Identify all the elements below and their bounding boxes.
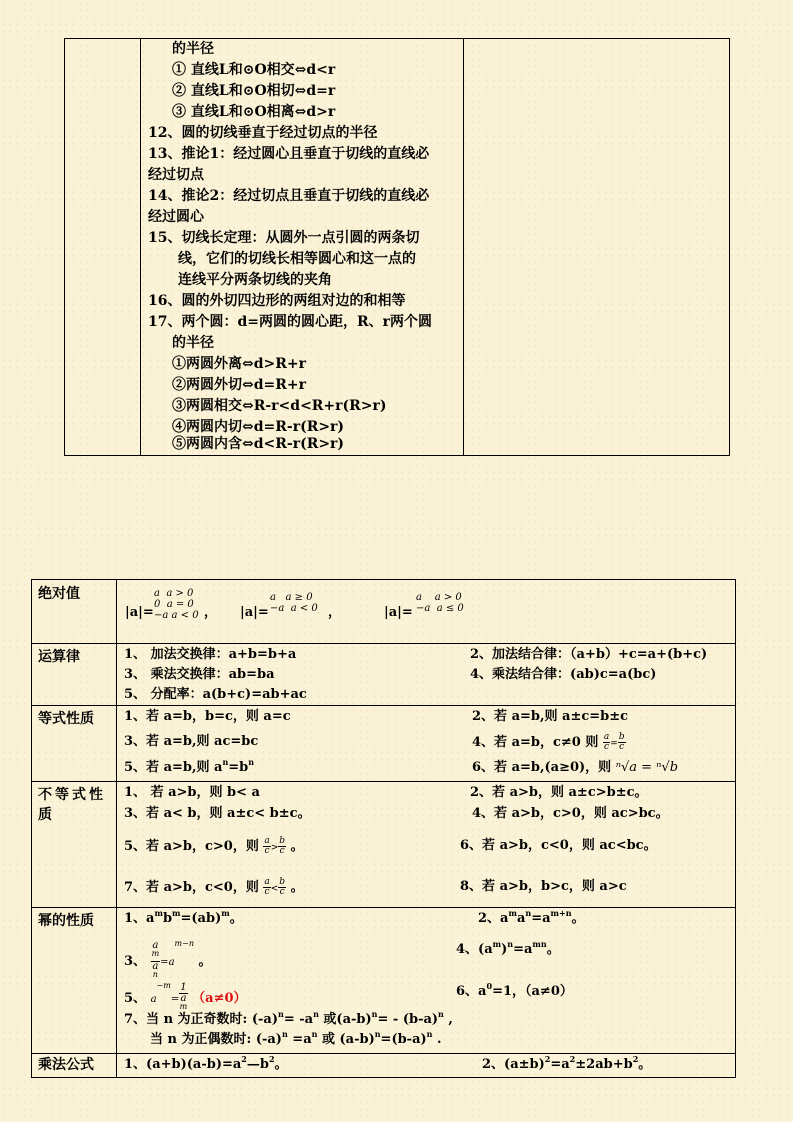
property-item: 4、若 a>b，c>0，则 ac>bc。 [472, 806, 669, 821]
row-header: 绝对值 [38, 586, 80, 602]
property-item: 1、$a^mb^m=(ab)^m$。 [124, 908, 243, 926]
table-right-column [464, 39, 729, 455]
property-item: 2、$a^ma^n=a^{m+n}$。 [478, 908, 585, 926]
piecewise-formula-3: a a > 0 −a a ≤ 0 [416, 592, 464, 614]
row-power-properties [32, 907, 735, 1054]
property-item: 2、若 a>b，则 a±c>b±c。 [470, 785, 648, 800]
law-item: 5、 分配率：a(b+c)=ab+ac [124, 687, 307, 702]
text-line: ① 直线L和⊙O相交⇔d<r [172, 62, 336, 78]
text-line: 的半径 [172, 335, 214, 351]
text-line: ①两圆外离⇔d>R+r [172, 356, 306, 372]
text-line: 线，它们的切线长相等圆心和这一点的 [178, 251, 416, 267]
table-content-column [140, 39, 464, 455]
text-line: 经过圆心 [148, 209, 204, 225]
property-item: 4、若 a=b，c≠0 则 $\frac{a}{c}$ = $\frac{b}{c}$ [472, 732, 625, 752]
row-equality-properties [32, 705, 735, 782]
property-item: 7、若 a>b，c<0，则 $\frac{a}{c}$ < $\frac{b}{c}$ 。 [124, 877, 304, 897]
property-item: 8、若 a>b，b>c，则 a>c [460, 879, 627, 894]
property-item: 7、当 n 为正奇数时: $(-a)^n= -a^n$ 或$(a-b)^n= - (b-a)^n$ , [124, 1009, 453, 1027]
text-line: 16、圆的外切四边形的两组对边的和相等 [148, 293, 406, 309]
row-header: 运算律 [38, 649, 80, 665]
nonzero-condition: （a≠0） [192, 991, 247, 1006]
piecewise-formula-1: a a > 0 0 a = 0 −a a < 0 [154, 588, 199, 621]
text-line: ③两圆相交⇔R-r<d<R+r(R>r) [172, 398, 387, 414]
law-item: 4、乘法结合律：(ab)c=a(bc) [470, 667, 657, 682]
property-item: 2、若 a=b,则 a±c=b±c [472, 709, 629, 724]
law-item: 3、 乘法交换律：ab=ba [124, 667, 275, 682]
property-item: 5、若 a>b，c>0，则 $\frac{a}{c}$ > $\frac{b}{c}$ 。 [124, 836, 304, 856]
row-header: 幂的性质 [38, 913, 94, 929]
text-line: 经过切点 [148, 167, 204, 183]
text-line: ②两圆外切⇔d=R+r [172, 377, 306, 393]
circle-properties-table [64, 38, 730, 456]
piecewise-formula-2: a a ≥ 0 −a a < 0 [270, 592, 318, 614]
row-header: 乘法公式 [38, 1057, 94, 1073]
property-item: 4、$(a^m)^n=a^{mn}$。 [456, 939, 560, 957]
property-item: 3、若 a< b，则 a±c< b±c。 [124, 806, 311, 821]
text-line: ② 直线L和⊙O相切⇔d=r [172, 83, 336, 99]
table-left-column [65, 39, 141, 455]
property-item: 6、$a^0=1$，（a≠0） [456, 981, 573, 999]
property-item: 5、若 a=b,则 $a^n=b^n$ [124, 757, 255, 775]
law-item: 1、 加法交换律：a+b=b+a [124, 647, 297, 662]
formula-item: 1、$(a+b)(a-b)=a^2—b^2$。 [124, 1054, 288, 1072]
text-line: 15、切线长定理：从圆外一点引圆的两条切 [148, 230, 420, 246]
property-item: 3、若 a=b,则 ac=bc [124, 734, 259, 749]
text-line: 17、两个圆：d=两圆的圆心距，R、r两个圆 [148, 314, 433, 330]
row-multiplication-formulas [32, 1053, 735, 1077]
text-line: 13、推论1：经过圆心且垂直于切线的直线必 [148, 146, 430, 162]
row-operation-laws [32, 643, 735, 706]
text-line: ⑤两圆内含⇔d<R-r(R>r) [172, 436, 345, 452]
property-item: 6、若 a>b，c<0，则 ac<bc。 [460, 838, 657, 853]
row-header: 等式性质 [38, 711, 94, 727]
abs-lhs: |a|= [125, 605, 154, 620]
abs-lhs: |a|= [240, 605, 269, 620]
property-item: 1、若 a=b，b=c，则 a=c [124, 709, 291, 724]
text-line: 12、圆的切线垂直于经过切点的半径 [148, 125, 378, 141]
property-item: 5、 $a^{-m}=$ 1 a $^m$ （a≠0） [124, 981, 247, 1011]
row-header: 不等式性质 [38, 787, 106, 823]
property-item: 1、 若 a>b，则 b< a [124, 785, 260, 800]
property-item: 当 n 为正偶数时: $(-a)^n =a^n$ 或 $(a-b)^n=(b-a)^n$ . [150, 1029, 442, 1047]
property-item: 3、 a $^m$ a $^n$ $=a^{m-n}$ 。 [124, 939, 212, 979]
formula-item: 2、$(a\pm b)^2=a^2\pm 2ab+b^2$。 [482, 1054, 652, 1072]
text-line: ④两圆内切⇔d=R-r(R>r) [172, 419, 345, 435]
text-line: ③ 直线L和⊙O相离⇔d>r [172, 104, 336, 120]
row-absolute-value: 绝对值 |a|= a a > 0 0 a = 0 −a a < 0 ， |a|= a a ≥ 0 −a a < 0 ， |a|= a a > 0 −a a ≤ 0 [32, 580, 735, 644]
law-item: 2、加法结合律：（a+b）+c=a+(b+c) [470, 647, 708, 662]
algebra-properties-table [31, 579, 736, 1078]
text-line: 连线平分两条切线的夹角 [178, 272, 332, 288]
text-line: 14、推论2：经过切点且垂直于切线的直线必 [148, 188, 430, 204]
property-item: 6、若 a=b,(a≥0)，则 ⁿ√a = ⁿ√b [472, 760, 679, 775]
text-line: 的半径 [172, 41, 214, 57]
row-inequality-properties [32, 781, 735, 908]
abs-lhs: |a|= [384, 605, 413, 620]
